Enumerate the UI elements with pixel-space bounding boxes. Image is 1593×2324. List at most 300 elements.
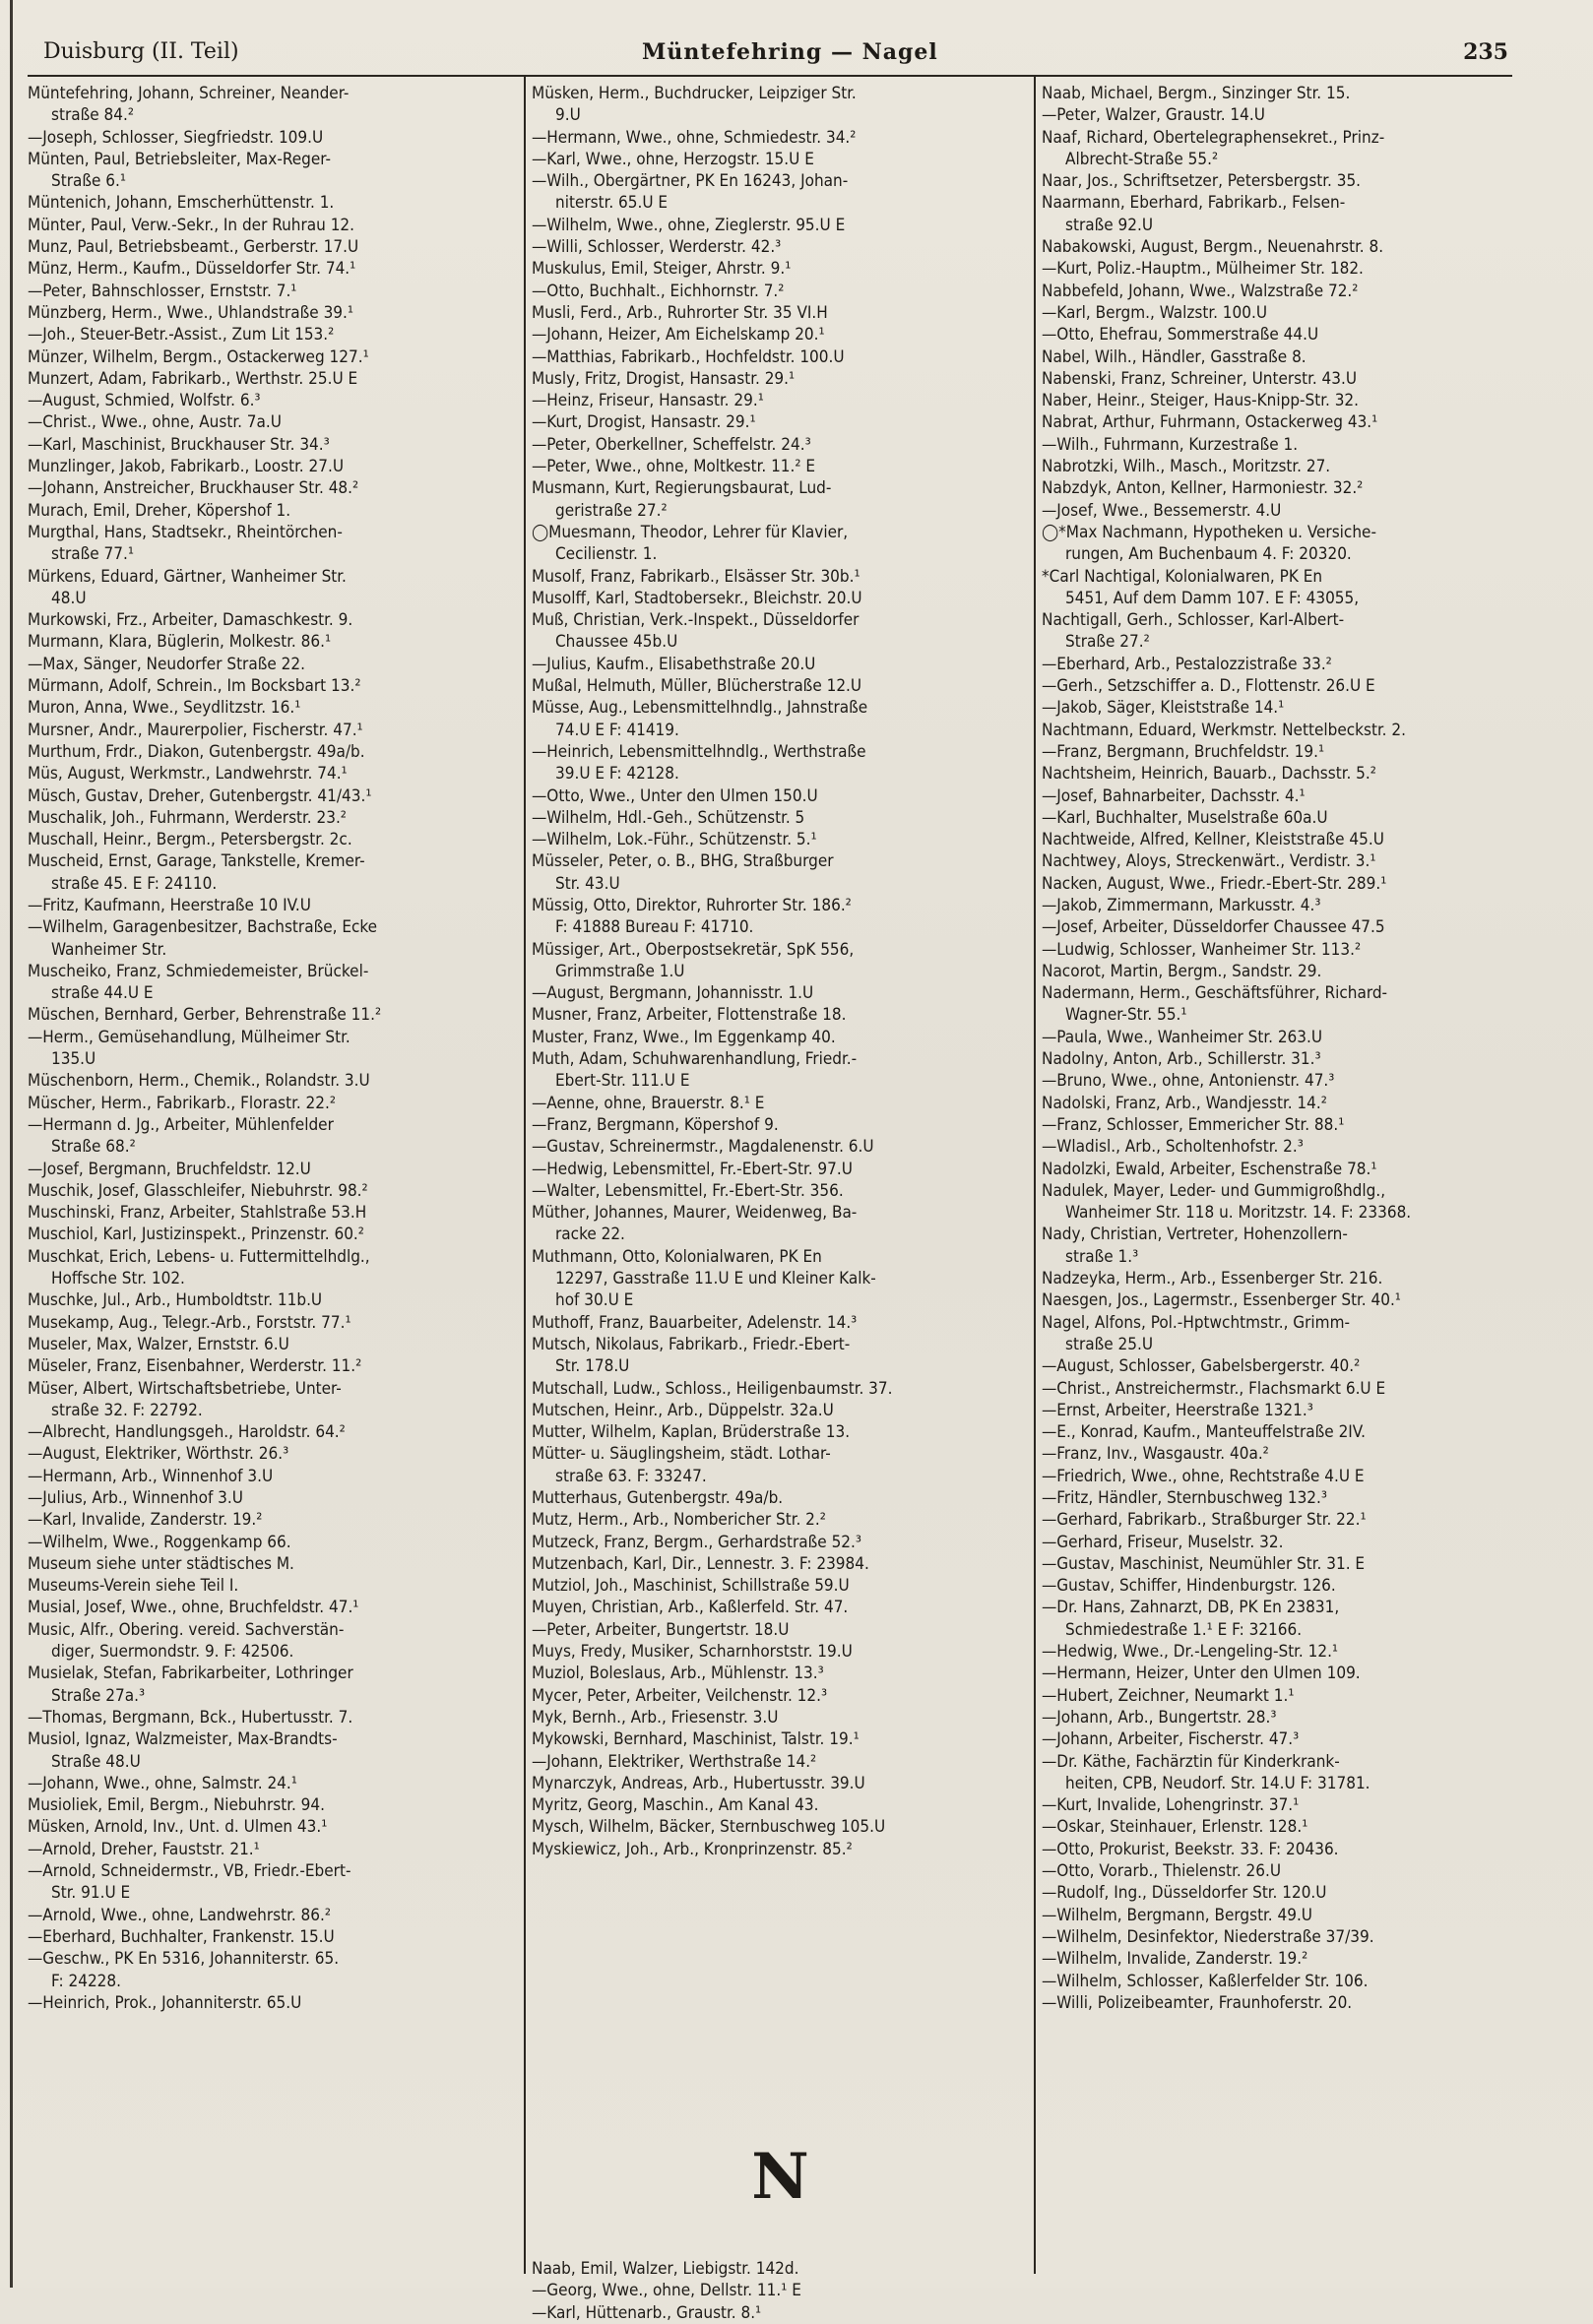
directory-entry [532, 1663, 1029, 1684]
entry-line: Mürkens, Eduard, Gärtner, Wanheimer Str. [28, 566, 347, 587]
entry-line: Straße 48.U [51, 1751, 141, 1772]
directory-entry [28, 720, 520, 741]
directory-entry [28, 1532, 520, 1553]
directory-entry [28, 1905, 520, 1926]
directory-entry [532, 1400, 1029, 1421]
entry-line: Music, Alfr., Obering. vereid. Sachverstän- [28, 1619, 345, 1640]
entry-line: —Otto, Prokurist, Beekstr. 33. F: 20436. [1042, 1839, 1339, 1859]
directory-entry [1042, 1070, 1534, 1092]
entry-line: —Otto, Ehefrau, Sommerstraße 44.U [1042, 325, 1319, 345]
entry-line: Müschenborn, Herm., Chemik., Rolandstr. 3.U [28, 1071, 370, 1092]
directory-entry [532, 1728, 1029, 1750]
entry-line: Müntefehring, Johann, Schreiner, Neander- [28, 84, 350, 103]
entry-line: Mutterhaus, Gutenbergstr. 49a/b. [532, 1488, 784, 1508]
entry-line: Muyen, Christian, Arb., Kaßlerfeld. Str. 47. [532, 1598, 849, 1618]
entry-line: —Hermann d. Jg., Arbeiter, Mühlenfelder [28, 1114, 334, 1135]
entry-line: —Gerh., Setzschiffer a. D., Flottenstr. 26.U E [1042, 676, 1375, 697]
entry-line: Naber, Heinr., Steiger, Haus-Knipp-Str. 32. [1042, 391, 1360, 411]
entry-line: Nacorot, Martin, Bergm., Sandstr. 29. [1042, 961, 1322, 981]
directory-entry [1042, 281, 1534, 302]
entry-line: Müsseler, Peter, o. B., BHG, Straßburger [532, 851, 834, 872]
entry-line: —Ludwig, Schlosser, Wanheimer Str. 113.² [1042, 939, 1362, 960]
directory-entry [532, 456, 1029, 477]
entry-line: Nachtwey, Aloys, Streckenwärt., Verdistr. 3.¹ [1042, 851, 1376, 872]
entry-line: Schmiedestraße 1.¹ E F: 32166. [1065, 1619, 1303, 1640]
directory-entry [1042, 127, 1534, 171]
directory-entry [1042, 1663, 1534, 1684]
directory-entry [532, 1004, 1029, 1026]
entry-line: 48.U [51, 588, 87, 608]
entry-line: Müs, August, Werkmstr., Landwehrstr. 74.¹ [28, 764, 348, 785]
entry-line: Muschkat, Erich, Lebens- u. Futtermittelhdlg., [28, 1246, 370, 1267]
entry-line: Myskiewicz, Joh., Arb., Kronprinzenstr. 85.² [532, 1839, 853, 1859]
entry-line: —Franz, Schlosser, Emmericher Str. 88.¹ [1042, 1114, 1345, 1135]
directory-entry [28, 1553, 520, 1575]
entry-line: Nachtsheim, Heinrich, Bauarb., Dachsstr. 5.² [1042, 764, 1376, 785]
directory-entry [28, 850, 520, 895]
directory-entry [1042, 1728, 1534, 1750]
entry-line: —Franz, Inv., Wasgaustr. 40a.² [1042, 1444, 1269, 1465]
directory-entry [1042, 1751, 1534, 1795]
entry-line: heiten, CPB, Neudorf. Str. 14.U F: 31781. [1065, 1773, 1370, 1793]
entry-line: —Thomas, Bergmann, Bck., Hubertusstr. 7. [28, 1707, 353, 1727]
directory-entry [28, 1093, 520, 1114]
entry-line: Muschiol, Karl, Justizinspekt., Prinzenstr. 60.² [28, 1225, 364, 1245]
directory-entry [28, 368, 520, 390]
entry-line: —Heinrich, Lebensmittelhndlg., Werthstraße [532, 741, 866, 762]
entry-line: Mutsch, Nikolaus, Fabrikarb., Friedr.-Ebert- [532, 1334, 851, 1354]
entry-line: —Johann, Elektriker, Werthstraße 14.² [532, 1751, 817, 1772]
entry-line: Grimmstraße 1.U [555, 961, 685, 981]
directory-entry [532, 1816, 1029, 1838]
entry-line: Naab, Emil, Walzer, Liebigstr. 142d. [532, 2259, 799, 2280]
entry-line: —Walter, Lebensmittel, Fr.-Ebert-Str. 356. [532, 1180, 844, 1201]
entry-line: Nabrat, Arthur, Fuhrmann, Ostackerweg 43.¹ [1042, 412, 1378, 433]
directory-entry [28, 1202, 520, 1224]
directory-entry [532, 258, 1029, 280]
section-letter: N [751, 2140, 809, 2215]
directory-entry [1042, 324, 1534, 345]
entry-line: —Karl, Maschinist, Bruckhauser Str. 34.³ [28, 434, 330, 455]
entry-line: Naarmann, Eberhard, Fabrikarb., Felsen- [1042, 193, 1346, 214]
directory-entry [28, 149, 520, 193]
directory-entry [1042, 675, 1534, 697]
entry-line: Murkowski, Frz., Arbeiter, Damaschkestr. 9. [28, 610, 353, 631]
directory-entry [28, 281, 520, 302]
entry-line: Müsse, Aug., Lebensmittelhndlg., Jahnstraße [532, 698, 868, 719]
entry-line: —Karl, Bergm., Walzstr. 100.U [1042, 302, 1268, 323]
entry-line: —Heinrich, Prok., Johanniterstr. 65.U [28, 1992, 302, 2013]
directory-entry [28, 1992, 520, 2014]
entry-line: Nabel, Wilh., Händler, Gasstraße 8. [1042, 346, 1306, 367]
entry-line: —Hedwig, Lebensmittel, Fr.-Ebert-Str. 97.U [532, 1159, 853, 1179]
entry-line: ◯Muesmann, Theodor, Lehrer für Klavier, [532, 522, 849, 542]
entry-line: —Gerhard, Fabrikarb., Straßburger Str. 22.¹ [1042, 1510, 1367, 1531]
entry-line: Muschinski, Franz, Arbeiter, Stahlstraße 53.H [28, 1203, 367, 1224]
entry-line: Munz, Paul, Betriebsbeamt., Gerberstr. 17.U [28, 237, 359, 258]
directory-entry [1042, 1378, 1534, 1400]
entry-line: Mußal, Helmuth, Müller, Blücherstraße 12.U [532, 676, 862, 697]
entry-line: Müscher, Herm., Fabrikarb., Florastr. 22.² [28, 1093, 336, 1113]
page-header [12, 39, 1508, 75]
entry-line: —Willi, Schlosser, Werderstr. 42.³ [532, 237, 782, 258]
column-divider-2 [1034, 77, 1036, 2274]
entry-line: —E., Konrad, Kaufm., Manteuffelstraße 2IV. [1042, 1422, 1366, 1443]
entry-line: Müsch, Gustav, Dreher, Gutenbergstr. 41/43.¹ [28, 785, 372, 806]
entry-line: Nadermann, Herm., Geschäftsführer, Richard- [1042, 983, 1388, 1004]
header-rule [28, 75, 1512, 77]
entry-line: Mutzeck, Franz, Bergm., Gerhardstraße 52.³ [532, 1532, 862, 1552]
entry-line: Str. 178.U [555, 1356, 630, 1377]
directory-entry [28, 411, 520, 433]
directory-entry [532, 411, 1029, 433]
entry-line: Muß, Christian, Verk.-Inspekt., Düsseldorfer [532, 610, 860, 631]
directory-entry [1042, 170, 1534, 192]
entry-line: —Kurt, Poliz.-Hauptm., Mülheimer Str. 182. [1042, 259, 1364, 280]
entry-line: —Franz, Bergmann, Bruchfeldstr. 19.¹ [1042, 741, 1325, 762]
directory-entry [1042, 566, 1534, 610]
entry-line: Wanheimer Str. [51, 939, 167, 960]
directory-entry [28, 697, 520, 719]
directory-entry [28, 1839, 520, 1860]
directory-entry [28, 1948, 520, 1992]
directory-entry [532, 170, 1029, 215]
entry-line: Muthmann, Otto, Kolonialwaren, PK En [532, 1246, 822, 1267]
entry-line: Murmann, Klara, Büglerin, Molkestr. 86.¹ [28, 632, 332, 653]
directory-entry [28, 1004, 520, 1026]
directory-entry [28, 829, 520, 850]
entry-line: Nadolzki, Ewald, Arbeiter, Eschenstraße 78.¹ [1042, 1159, 1377, 1179]
directory-entry [28, 1663, 520, 1707]
directory-entry [1042, 1575, 1534, 1597]
entry-line: —Jakob, Säger, Kleiststraße 14.¹ [1042, 698, 1285, 719]
entry-line: —Wilhelm, Schlosser, Kaßlerfelder Str. 106. [1042, 1971, 1369, 1991]
directory-entry [28, 1707, 520, 1728]
entry-line: —Gustav, Maschinist, Neumühler Str. 31. E [1042, 1553, 1366, 1574]
entry-line: —Gustav, Schreinermstr., Magdalenenstr. 6.U [532, 1137, 874, 1158]
directory-entry [532, 1136, 1029, 1158]
directory-entry [1042, 390, 1534, 411]
directory-entry [1042, 1355, 1534, 1377]
entry-line: Nabenski, Franz, Schreiner, Unterstr. 43.U [1042, 368, 1358, 389]
directory-entry [1042, 1816, 1534, 1838]
entry-line: —Franz, Bergmann, Köpershof 9. [532, 1114, 779, 1135]
header-range: Müntefehring — Nagel [642, 39, 938, 65]
entry-line: —Paula, Wwe., Wanheimer Str. 263.U [1042, 1027, 1323, 1047]
entry-line: Nadolny, Anton, Arb., Schillerstr. 31.³ [1042, 1049, 1321, 1070]
entry-line: —Max, Sänger, Neudorfer Straße 22. [28, 654, 305, 674]
directory-entry [1042, 895, 1534, 916]
directory-entry [1042, 982, 1534, 1027]
entry-line: Musner, Franz, Arbeiter, Flottenstraße 18. [532, 1005, 847, 1026]
directory-entry [532, 2258, 1029, 2280]
directory-entry [1042, 1048, 1534, 1070]
directory-entry [532, 368, 1029, 390]
entry-line: —Hubert, Zeichner, Neumarkt 1.¹ [1042, 1685, 1295, 1706]
entry-line: geristraße 27.² [555, 500, 668, 521]
entry-line: Münzer, Wilhelm, Bergm., Ostackerweg 127.¹ [28, 346, 369, 367]
entry-line: niterstr. 65.U E [555, 193, 669, 214]
entry-line: Münzberg, Herm., Wwe., Uhlandstraße 39.¹ [28, 302, 354, 323]
entry-line: Musolf, Franz, Fabrikarb., Elsässer Str. 30b.¹ [532, 566, 860, 587]
entry-line: Musiol, Ignaz, Walzmeister, Max-Brandts- [28, 1729, 338, 1750]
entry-line: —Johann, Heizer, Am Eichelskamp 20.¹ [532, 325, 825, 345]
entry-line: Mycer, Peter, Arbeiter, Veilchenstr. 12.³ [532, 1685, 828, 1706]
directory-entry [28, 390, 520, 411]
entry-line: 135.U [51, 1049, 96, 1070]
entry-line: ◯*Max Nachmann, Hypotheken u. Versiche- [1042, 522, 1376, 542]
directory-entry [1042, 916, 1534, 938]
entry-line: Mutschen, Heinr., Arb., Düppelstr. 32a.U [532, 1400, 834, 1420]
directory-entry [1042, 807, 1534, 829]
directory-entry [28, 1114, 520, 1159]
entry-line: Hoffsche Str. 102. [51, 1269, 185, 1289]
directory-entry [532, 1159, 1029, 1180]
directory-entry [28, 1180, 520, 1202]
directory-entry [1042, 236, 1534, 258]
entry-line: —Johann, Arb., Bungertstr. 28.³ [1042, 1707, 1277, 1727]
entry-line: Münten, Paul, Betriebsleiter, Max-Reger- [28, 149, 331, 169]
entry-line: —Matthias, Fabrikarb., Hochfeldstr. 100.U [532, 346, 845, 367]
entry-line: Naesgen, Jos., Lagermstr., Essenberger Str. 40.¹ [1042, 1290, 1401, 1311]
entry-line: Nacken, August, Wwe., Friedr.-Ebert-Str. 289.¹ [1042, 873, 1387, 894]
entry-line: Musioliek, Emil, Bergm., Niebuhrstr. 94. [28, 1795, 325, 1816]
directory-entry [28, 1816, 520, 1838]
directory-entry [28, 1619, 520, 1664]
directory-entry [1042, 434, 1534, 456]
directory-entry [1042, 192, 1534, 236]
directory-entry [28, 1224, 520, 1245]
directory-entry [28, 1355, 520, 1377]
entry-line: Muziol, Boleslaus, Arb., Mühlenstr. 13.³ [532, 1664, 824, 1684]
directory-entry [28, 434, 520, 456]
directory-entry [532, 477, 1029, 522]
entry-line: Muscheiko, Franz, Schmiedemeister, Brückel- [28, 961, 369, 981]
directory-entry [1042, 1685, 1534, 1707]
directory-entry [532, 324, 1029, 345]
directory-entry [532, 522, 1029, 566]
entry-line: —Georg, Wwe., ohne, Dellstr. 11.¹ E [532, 2281, 801, 2301]
entry-line: —August, Schlosser, Gabelsbergerstr. 40.² [1042, 1356, 1361, 1377]
directory-entry [28, 1246, 520, 1290]
entry-line: Muskulus, Emil, Steiger, Ahrstr. 9.¹ [532, 259, 792, 280]
entry-line: —Wilhelm, Wwe., Roggenkamp 66. [28, 1532, 291, 1552]
entry-line: Müschen, Bernhard, Gerber, Behrenstraße 11.² [28, 1005, 382, 1026]
entry-line: —Otto, Vorarb., Thielenstr. 26.U [1042, 1861, 1282, 1882]
directory-entry [1042, 961, 1534, 982]
entry-line: Mykowski, Bernhard, Maschinist, Talstr. 19.¹ [532, 1729, 860, 1750]
entry-line: —Karl, Wwe., ohne, Herzogstr. 15.U E [532, 149, 814, 169]
entry-line: Muth, Adam, Schuhwarenhandlung, Friedr.- [532, 1049, 858, 1070]
directory-entry [532, 1093, 1029, 1114]
entry-line: —Kurt, Invalide, Lohengrinstr. 37.¹ [1042, 1795, 1300, 1816]
directory-entry [532, 1597, 1029, 1618]
entry-line: —Wilhelm, Lok.-Führ., Schützenstr. 5.¹ [532, 830, 817, 850]
directory-entry [28, 1926, 520, 1948]
column-1 [28, 83, 520, 2014]
entry-line: Munzert, Adam, Fabrikarb., Werthstr. 25.U E [28, 368, 358, 389]
directory-entry [28, 1575, 520, 1597]
directory-entry [1042, 411, 1534, 433]
entry-line: *Carl Nachtigal, Kolonialwaren, PK En [1042, 566, 1323, 587]
column-2 [532, 83, 1029, 2324]
entry-line: Musmann, Kurt, Regierungsbaurat, Lud- [532, 478, 832, 499]
directory-entry [28, 1334, 520, 1355]
directory-entry [532, 829, 1029, 850]
entry-line: Nachtmann, Eduard, Werkmstr. Nettelbeckstr. 2. [1042, 720, 1406, 740]
entry-line: Musial, Josef, Wwe., ohne, Bruchfeldstr. 47.¹ [28, 1598, 359, 1618]
entry-line: Müther, Johannes, Maurer, Weidenweg, Ba- [532, 1203, 858, 1224]
entry-line: —Hermann, Wwe., ohne, Schmiedestr. 34.² [532, 127, 857, 148]
entry-line: —Hermann, Heizer, Unter den Ulmen 109. [1042, 1664, 1361, 1684]
directory-entry [28, 1860, 520, 1905]
entry-line: Müssig, Otto, Direktor, Ruhrorter Str. 186.² [532, 895, 852, 915]
entry-line: —Julius, Kaufm., Elisabethstraße 20.U [532, 654, 816, 674]
entry-line: —Bruno, Wwe., ohne, Antonienstr. 47.³ [1042, 1071, 1335, 1092]
entry-line: —August, Schmied, Wolfstr. 6.³ [28, 391, 261, 411]
directory-entry [532, 1575, 1029, 1597]
directory-entry [28, 215, 520, 236]
entry-line: —Christ., Anstreichermstr., Flachsmarkt 6.U E [1042, 1378, 1386, 1399]
entry-line: —Eberhard, Buchhalter, Frankenstr. 15.U [28, 1926, 335, 1947]
entry-line: 5451, Auf dem Damm 107. E F: 43055, [1065, 588, 1360, 608]
entry-line: —Karl, Buchhalter, Muselstraße 60a.U [1042, 807, 1328, 828]
entry-line: —Willi, Polizeibeamter, Fraunhoferstr. 20. [1042, 1992, 1353, 2013]
entry-line: —Dr. Käthe, Fachärztin für Kinderkrank- [1042, 1751, 1340, 1772]
entry-line: Müsken, Herm., Buchdrucker, Leipziger Str. [532, 84, 857, 103]
directory-entry [1042, 368, 1534, 390]
directory-entry [28, 1378, 520, 1422]
directory-entry [28, 609, 520, 631]
directory-entry [1042, 346, 1534, 368]
entry-line: Müser, Albert, Wirtschaftsbetriebe, Unter- [28, 1378, 342, 1399]
entry-line: Mütter- u. Säuglingsheim, städt. Lothar- [532, 1444, 831, 1465]
directory-entry [28, 895, 520, 916]
directory-entry [532, 1048, 1029, 1093]
directory-entry [28, 1487, 520, 1509]
entry-line: 12297, Gasstraße 11.U E und Kleiner Kalk- [555, 1269, 876, 1289]
directory-entry [532, 807, 1029, 829]
entry-line: Müsken, Arnold, Inv., Unt. d. Ulmen 43.¹ [28, 1817, 328, 1838]
directory-entry [532, 1619, 1029, 1641]
entry-line: —Peter, Arbeiter, Bungertstr. 18.U [532, 1619, 790, 1640]
directory-entry [1042, 1421, 1534, 1443]
entry-line: —Aenne, ohne, Brauerstr. 8.¹ E [532, 1093, 765, 1113]
directory-entry [28, 83, 520, 127]
directory-entry [28, 127, 520, 149]
directory-entry [1042, 1180, 1534, 1225]
directory-entry [1042, 873, 1534, 895]
entry-line: —August, Bergmann, Johannisstr. 1.U [532, 983, 814, 1004]
entry-line: —Josef, Bergmann, Bruchfeldstr. 12.U [28, 1159, 311, 1179]
entry-line: Münter, Paul, Verw.-Sekr., In der Ruhrau 12. [28, 215, 355, 235]
directory-entry [532, 588, 1029, 609]
entry-line: —Johann, Arbeiter, Fischerstr. 47.³ [1042, 1729, 1300, 1750]
directory-entry [532, 390, 1029, 411]
entry-line: Musly, Fritz, Drogist, Hansastr. 29.¹ [532, 368, 796, 389]
entry-line: straße 25.U [1065, 1334, 1154, 1354]
entry-line: —Peter, Oberkellner, Scheffelstr. 24.³ [532, 434, 811, 455]
entry-line: —Otto, Buchhalt., Eichhornstr. 7.² [532, 281, 785, 301]
directory-entry [1042, 456, 1534, 477]
entry-line: Nabbefeld, Johann, Wwe., Walzstraße 72.² [1042, 281, 1359, 301]
entry-line: —Johann, Anstreicher, Bruckhauser Str. 48.² [28, 478, 359, 499]
directory-entry [1042, 1532, 1534, 1553]
directory-entry [532, 1839, 1029, 1860]
entry-line: —Friedrich, Wwe., ohne, Rechtstraße 4.U E [1042, 1466, 1365, 1486]
entry-line: Muschalik, Joh., Fuhrmann, Werderstr. 23.² [28, 807, 347, 828]
header-city: Duisburg (II. Teil) [43, 39, 239, 64]
entry-line: —Heinz, Friseur, Hansastr. 29.¹ [532, 391, 764, 411]
column-divider-1 [524, 77, 526, 2274]
directory-entry [532, 566, 1029, 588]
directory-entry [1042, 1707, 1534, 1728]
entry-line: F: 41888 Bureau F: 41710. [555, 917, 754, 938]
directory-entry [1042, 785, 1534, 807]
directory-entry [1042, 1487, 1534, 1509]
directory-entry [1042, 1597, 1534, 1641]
entry-line: Naab, Michael, Bergm., Sinzinger Str. 15. [1042, 84, 1351, 103]
directory-entry [532, 895, 1029, 939]
entry-line: Straße 68.² [51, 1137, 136, 1158]
directory-entry [532, 1443, 1029, 1487]
directory-entry [532, 127, 1029, 149]
directory-entry [28, 1466, 520, 1487]
directory-entry [28, 1597, 520, 1618]
entry-line: Straße 27a.³ [51, 1685, 146, 1706]
directory-entry [28, 500, 520, 522]
directory-entry [1042, 741, 1534, 763]
entry-line: —Karl, Invalide, Zanderstr. 19.² [28, 1510, 263, 1531]
entry-line: Mysch, Wilhelm, Bäcker, Sternbuschweg 105.U [532, 1817, 886, 1838]
directory-entry [1042, 83, 1534, 104]
entry-line: Muster, Franz, Wwe., Im Eggenkamp 40. [532, 1027, 836, 1047]
directory-entry [532, 654, 1029, 675]
entry-line: —Arnold, Wwe., ohne, Landwehrstr. 86.² [28, 1905, 331, 1925]
entry-line: —Wilhelm, Hdl.-Geh., Schützenstr. 5 [532, 807, 805, 828]
entry-line: Nagel, Alfons, Pol.-Hptwchtmstr., Grimm- [1042, 1312, 1350, 1333]
entry-line: Naaf, Richard, Obertelegraphensekret., Prinz- [1042, 127, 1385, 148]
entry-line: Murgthal, Hans, Stadtsekr., Rheintörchen- [28, 522, 343, 542]
directory-entry [28, 961, 520, 1005]
directory-entry [28, 1027, 520, 1071]
entry-line: Nadzeyka, Herm., Arb., Essenberger Str. 216. [1042, 1269, 1383, 1289]
entry-line: Wagner-Str. 55.¹ [1065, 1005, 1187, 1026]
entry-line: Myritz, Georg, Maschin., Am Kanal 43. [532, 1795, 819, 1816]
directory-entry [28, 324, 520, 345]
directory-entry [532, 2302, 1029, 2324]
directory-entry [28, 654, 520, 675]
directory-entry [1042, 1224, 1534, 1268]
directory-entry [1042, 1289, 1534, 1311]
directory-entry [1042, 1509, 1534, 1531]
entry-line: Müseler, Franz, Eisenbahner, Werderstr. 11.² [28, 1356, 362, 1377]
entry-line: —Joh., Steuer-Betr.-Assist., Zum Lit 153.² [28, 325, 335, 345]
directory-entry [532, 1246, 1029, 1312]
directory-entry [1042, 1443, 1534, 1465]
entry-line: Nachtigall, Gerh., Schlosser, Karl-Albert- [1042, 610, 1345, 631]
directory-entry [1042, 1926, 1534, 1948]
directory-entry [28, 1070, 520, 1092]
entry-line: diger, Suermondstr. 9. F: 42506. [51, 1642, 294, 1663]
entry-line: 74.U E F: 41419. [555, 720, 679, 740]
directory-entry [532, 1685, 1029, 1707]
entry-line: —Hedwig, Wwe., Dr.-Lengeling-Str. 12.¹ [1042, 1642, 1339, 1663]
directory-entry [28, 1794, 520, 1816]
directory-entry [532, 675, 1029, 697]
directory-entry [1042, 302, 1534, 324]
directory-entry [28, 1421, 520, 1443]
